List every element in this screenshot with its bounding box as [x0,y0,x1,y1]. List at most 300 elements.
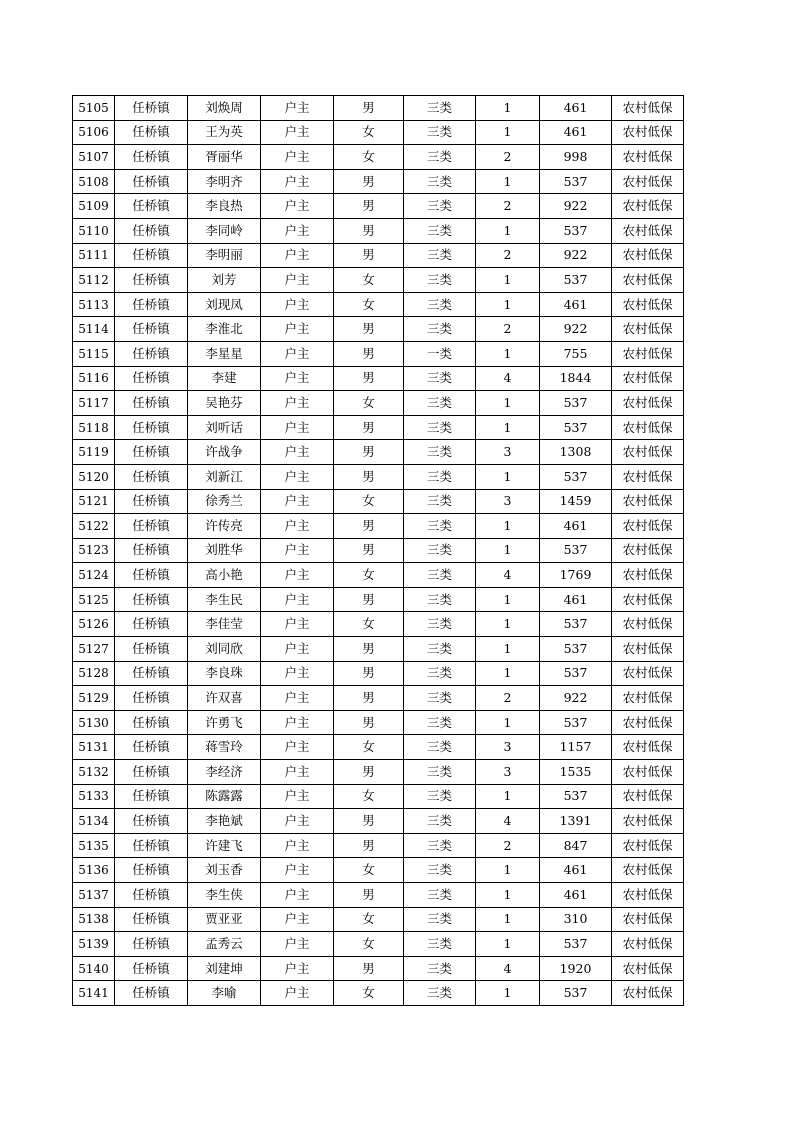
table-row [73,391,684,416]
town-cell: 任桥镇 [115,883,188,908]
assistance-type-cell: 农村低保 [612,120,684,145]
category-cell: 三类 [404,784,476,809]
amount-cell: 755 [540,341,612,366]
amount-cell: 461 [540,120,612,145]
category-cell: 三类 [404,809,476,834]
relation-cell: 户主 [261,637,334,662]
gender-cell: 男 [334,218,404,243]
category-cell: 三类 [404,981,476,1006]
row-number-cell: 5131 [73,735,115,760]
category-cell: 一类 [404,341,476,366]
assistance-type-cell: 农村低保 [612,489,684,514]
category-cell: 三类 [404,366,476,391]
relation-cell: 户主 [261,218,334,243]
table-row [73,169,684,194]
town-cell: 任桥镇 [115,145,188,170]
amount-cell: 1157 [540,735,612,760]
amount-cell: 1459 [540,489,612,514]
name-cell: 孟秀云 [188,932,261,957]
assistance-type-cell: 农村低保 [612,612,684,637]
household-size-cell: 4 [476,956,540,981]
relation-cell: 户主 [261,317,334,342]
row-number-cell: 5114 [73,317,115,342]
assistance-type-cell: 农村低保 [612,268,684,293]
gender-cell: 男 [334,96,404,121]
gender-cell: 男 [334,415,404,440]
town-cell: 任桥镇 [115,907,188,932]
row-number-cell: 5111 [73,243,115,268]
relation-cell: 户主 [261,661,334,686]
relation-cell: 户主 [261,907,334,932]
name-cell: 刘芳 [188,268,261,293]
relation-cell: 户主 [261,292,334,317]
name-cell: 许传亮 [188,514,261,539]
amount-cell: 461 [540,858,612,883]
relation-cell: 户主 [261,612,334,637]
name-cell: 李同岭 [188,218,261,243]
table-row [73,710,684,735]
gender-cell: 男 [334,833,404,858]
table-row [73,514,684,539]
table-row [73,760,684,785]
gender-cell: 男 [334,194,404,219]
assistance-type-cell: 农村低保 [612,883,684,908]
gender-cell: 男 [334,587,404,612]
category-cell: 三类 [404,907,476,932]
name-cell: 李佳莹 [188,612,261,637]
table-row [73,489,684,514]
row-number-cell: 5135 [73,833,115,858]
assistance-type-cell: 农村低保 [612,391,684,416]
gender-cell: 男 [334,440,404,465]
assistance-type-cell: 农村低保 [612,317,684,342]
amount-cell: 998 [540,145,612,170]
amount-cell: 461 [540,883,612,908]
name-cell: 刘新江 [188,464,261,489]
gender-cell: 女 [334,489,404,514]
gender-cell: 男 [334,760,404,785]
category-cell: 三类 [404,858,476,883]
name-cell: 徐秀兰 [188,489,261,514]
row-number-cell: 5106 [73,120,115,145]
town-cell: 任桥镇 [115,96,188,121]
gender-cell: 女 [334,563,404,588]
table-row [73,858,684,883]
assistance-type-cell: 农村低保 [612,661,684,686]
town-cell: 任桥镇 [115,735,188,760]
category-cell: 三类 [404,489,476,514]
row-number-cell: 5125 [73,587,115,612]
town-cell: 任桥镇 [115,661,188,686]
household-size-cell: 3 [476,735,540,760]
household-size-cell: 1 [476,981,540,1006]
assistance-type-cell: 农村低保 [612,218,684,243]
amount-cell: 1391 [540,809,612,834]
household-size-cell: 1 [476,637,540,662]
row-number-cell: 5127 [73,637,115,662]
name-cell: 许战争 [188,440,261,465]
household-size-cell: 1 [476,612,540,637]
relation-cell: 户主 [261,489,334,514]
table-row [73,956,684,981]
relation-cell: 户主 [261,883,334,908]
table-row [73,833,684,858]
row-number-cell: 5122 [73,514,115,539]
row-number-cell: 5133 [73,784,115,809]
category-cell: 三类 [404,612,476,637]
amount-cell: 1535 [540,760,612,785]
relation-cell: 户主 [261,981,334,1006]
row-number-cell: 5129 [73,686,115,711]
town-cell: 任桥镇 [115,341,188,366]
category-cell: 三类 [404,587,476,612]
household-size-cell: 3 [476,760,540,785]
table-row [73,194,684,219]
assistance-type-cell: 农村低保 [612,956,684,981]
table-row [73,243,684,268]
table-row [73,366,684,391]
household-size-cell: 1 [476,292,540,317]
row-number-cell: 5113 [73,292,115,317]
relation-cell: 户主 [261,538,334,563]
household-size-cell: 4 [476,563,540,588]
assistance-type-cell: 农村低保 [612,735,684,760]
gender-cell: 男 [334,169,404,194]
table-row [73,735,684,760]
amount-cell: 537 [540,661,612,686]
household-size-cell: 1 [476,710,540,735]
assistance-type-cell: 农村低保 [612,981,684,1006]
name-cell: 许双喜 [188,686,261,711]
category-cell: 三类 [404,833,476,858]
row-number-cell: 5137 [73,883,115,908]
town-cell: 任桥镇 [115,464,188,489]
gender-cell: 女 [334,391,404,416]
gender-cell: 男 [334,637,404,662]
gender-cell: 男 [334,366,404,391]
category-cell: 三类 [404,661,476,686]
name-cell: 李建 [188,366,261,391]
category-cell: 三类 [404,292,476,317]
town-cell: 任桥镇 [115,612,188,637]
category-cell: 三类 [404,956,476,981]
category-cell: 三类 [404,243,476,268]
town-cell: 任桥镇 [115,956,188,981]
name-cell: 陈露露 [188,784,261,809]
table-row [73,686,684,711]
category-cell: 三类 [404,415,476,440]
row-number-cell: 5109 [73,194,115,219]
household-size-cell: 1 [476,169,540,194]
row-number-cell: 5139 [73,932,115,957]
row-number-cell: 5120 [73,464,115,489]
category-cell: 三类 [404,145,476,170]
gender-cell: 女 [334,784,404,809]
category-cell: 三类 [404,268,476,293]
household-size-cell: 3 [476,489,540,514]
household-size-cell: 1 [476,96,540,121]
amount-cell: 537 [540,981,612,1006]
household-size-cell: 1 [476,341,540,366]
amount-cell: 537 [540,932,612,957]
assistance-type-cell: 农村低保 [612,96,684,121]
relation-cell: 户主 [261,686,334,711]
table-row [73,464,684,489]
relation-cell: 户主 [261,735,334,760]
household-size-cell: 1 [476,268,540,293]
name-cell: 贾亚亚 [188,907,261,932]
relation-cell: 户主 [261,760,334,785]
town-cell: 任桥镇 [115,268,188,293]
household-size-cell: 1 [476,538,540,563]
relation-cell: 户主 [261,391,334,416]
household-size-cell: 1 [476,858,540,883]
row-number-cell: 5123 [73,538,115,563]
table-row [73,883,684,908]
relation-cell: 户主 [261,956,334,981]
town-cell: 任桥镇 [115,120,188,145]
relation-cell: 户主 [261,784,334,809]
row-number-cell: 5115 [73,341,115,366]
town-cell: 任桥镇 [115,858,188,883]
relation-cell: 户主 [261,341,334,366]
table-row [73,981,684,1006]
household-size-cell: 3 [476,440,540,465]
gender-cell: 男 [334,956,404,981]
relation-cell: 户主 [261,587,334,612]
assistance-type-cell: 农村低保 [612,809,684,834]
table-row [73,661,684,686]
amount-cell: 1769 [540,563,612,588]
gender-cell: 男 [334,883,404,908]
gender-cell: 女 [334,735,404,760]
amount-cell: 461 [540,514,612,539]
gender-cell: 女 [334,292,404,317]
amount-cell: 922 [540,243,612,268]
household-size-cell: 2 [476,686,540,711]
table-row [73,415,684,440]
table-row [73,218,684,243]
amount-cell: 1844 [540,366,612,391]
amount-cell: 1308 [540,440,612,465]
category-cell: 三类 [404,317,476,342]
name-cell: 刘听话 [188,415,261,440]
category-cell: 三类 [404,391,476,416]
town-cell: 任桥镇 [115,784,188,809]
category-cell: 三类 [404,686,476,711]
row-number-cell: 5116 [73,366,115,391]
gender-cell: 男 [334,809,404,834]
table-row [73,637,684,662]
household-size-cell: 4 [476,809,540,834]
relation-cell: 户主 [261,932,334,957]
row-number-cell: 5112 [73,268,115,293]
table-row [73,96,684,121]
name-cell: 李艳斌 [188,809,261,834]
category-cell: 三类 [404,760,476,785]
name-cell: 李明齐 [188,169,261,194]
row-number-cell: 5128 [73,661,115,686]
town-cell: 任桥镇 [115,440,188,465]
row-number-cell: 5117 [73,391,115,416]
assistance-type-cell: 农村低保 [612,194,684,219]
town-cell: 任桥镇 [115,391,188,416]
amount-cell: 537 [540,268,612,293]
household-size-cell: 1 [476,415,540,440]
town-cell: 任桥镇 [115,317,188,342]
assistance-type-cell: 农村低保 [612,440,684,465]
household-size-cell: 1 [476,391,540,416]
relation-cell: 户主 [261,563,334,588]
household-size-cell: 1 [476,907,540,932]
amount-cell: 1920 [540,956,612,981]
assistance-type-cell: 农村低保 [612,760,684,785]
table-row [73,341,684,366]
gender-cell: 女 [334,120,404,145]
assistance-type-cell: 农村低保 [612,243,684,268]
town-cell: 任桥镇 [115,637,188,662]
town-cell: 任桥镇 [115,514,188,539]
assistance-type-cell: 农村低保 [612,366,684,391]
relation-cell: 户主 [261,96,334,121]
gender-cell: 女 [334,932,404,957]
row-number-cell: 5110 [73,218,115,243]
assistance-type-cell: 农村低保 [612,145,684,170]
assistance-type-cell: 农村低保 [612,833,684,858]
amount-cell: 461 [540,292,612,317]
relation-cell: 户主 [261,809,334,834]
amount-cell: 310 [540,907,612,932]
relation-cell: 户主 [261,415,334,440]
name-cell: 刘胜华 [188,538,261,563]
assistance-type-cell: 农村低保 [612,907,684,932]
table-row [73,440,684,465]
relation-cell: 户主 [261,514,334,539]
assistance-type-cell: 农村低保 [612,686,684,711]
table-row [73,612,684,637]
relation-cell: 户主 [261,858,334,883]
household-size-cell: 1 [476,464,540,489]
relation-cell: 户主 [261,194,334,219]
name-cell: 刘焕周 [188,96,261,121]
assistance-type-cell: 农村低保 [612,784,684,809]
table-row [73,145,684,170]
household-size-cell: 2 [476,833,540,858]
assistance-type-cell: 农村低保 [612,341,684,366]
relation-cell: 户主 [261,268,334,293]
gender-cell: 男 [334,341,404,366]
category-cell: 三类 [404,169,476,194]
table-body [73,96,684,1006]
assistance-type-cell: 农村低保 [612,464,684,489]
relation-cell: 户主 [261,440,334,465]
town-cell: 任桥镇 [115,710,188,735]
household-size-cell: 1 [476,514,540,539]
amount-cell: 537 [540,784,612,809]
household-size-cell: 1 [476,661,540,686]
town-cell: 任桥镇 [115,587,188,612]
name-cell: 吴艳芬 [188,391,261,416]
category-cell: 三类 [404,637,476,662]
name-cell: 刘同欣 [188,637,261,662]
category-cell: 三类 [404,883,476,908]
name-cell: 蒋雪玲 [188,735,261,760]
row-number-cell: 5124 [73,563,115,588]
amount-cell: 537 [540,415,612,440]
category-cell: 三类 [404,194,476,219]
amount-cell: 537 [540,169,612,194]
amount-cell: 537 [540,538,612,563]
gender-cell: 男 [334,538,404,563]
relation-cell: 户主 [261,145,334,170]
town-cell: 任桥镇 [115,981,188,1006]
town-cell: 任桥镇 [115,169,188,194]
amount-cell: 537 [540,710,612,735]
household-size-cell: 2 [476,194,540,219]
category-cell: 三类 [404,735,476,760]
name-cell: 李淮北 [188,317,261,342]
name-cell: 刘现凤 [188,292,261,317]
assistance-type-cell: 农村低保 [612,858,684,883]
assistance-type-cell: 农村低保 [612,637,684,662]
table-row [73,292,684,317]
town-cell: 任桥镇 [115,243,188,268]
name-cell: 李良热 [188,194,261,219]
relation-cell: 户主 [261,833,334,858]
town-cell: 任桥镇 [115,489,188,514]
amount-cell: 922 [540,194,612,219]
name-cell: 李星星 [188,341,261,366]
amount-cell: 537 [540,218,612,243]
table-row [73,587,684,612]
name-cell: 高小艳 [188,563,261,588]
name-cell: 李生民 [188,587,261,612]
row-number-cell: 5126 [73,612,115,637]
amount-cell: 461 [540,96,612,121]
name-cell: 李经济 [188,760,261,785]
row-number-cell: 5119 [73,440,115,465]
town-cell: 任桥镇 [115,218,188,243]
table-row [73,809,684,834]
table-row [73,317,684,342]
row-number-cell: 5121 [73,489,115,514]
gender-cell: 女 [334,981,404,1006]
amount-cell: 537 [540,391,612,416]
beneficiary-table [72,95,684,1006]
category-cell: 三类 [404,538,476,563]
town-cell: 任桥镇 [115,760,188,785]
row-number-cell: 5141 [73,981,115,1006]
gender-cell: 男 [334,243,404,268]
household-size-cell: 4 [476,366,540,391]
household-size-cell: 2 [476,317,540,342]
household-size-cell: 2 [476,145,540,170]
assistance-type-cell: 农村低保 [612,587,684,612]
town-cell: 任桥镇 [115,809,188,834]
name-cell: 李生侠 [188,883,261,908]
household-size-cell: 1 [476,784,540,809]
relation-cell: 户主 [261,464,334,489]
row-number-cell: 5107 [73,145,115,170]
name-cell: 刘玉香 [188,858,261,883]
category-cell: 三类 [404,440,476,465]
relation-cell: 户主 [261,366,334,391]
category-cell: 三类 [404,120,476,145]
relation-cell: 户主 [261,169,334,194]
amount-cell: 537 [540,612,612,637]
gender-cell: 男 [334,710,404,735]
row-number-cell: 5118 [73,415,115,440]
